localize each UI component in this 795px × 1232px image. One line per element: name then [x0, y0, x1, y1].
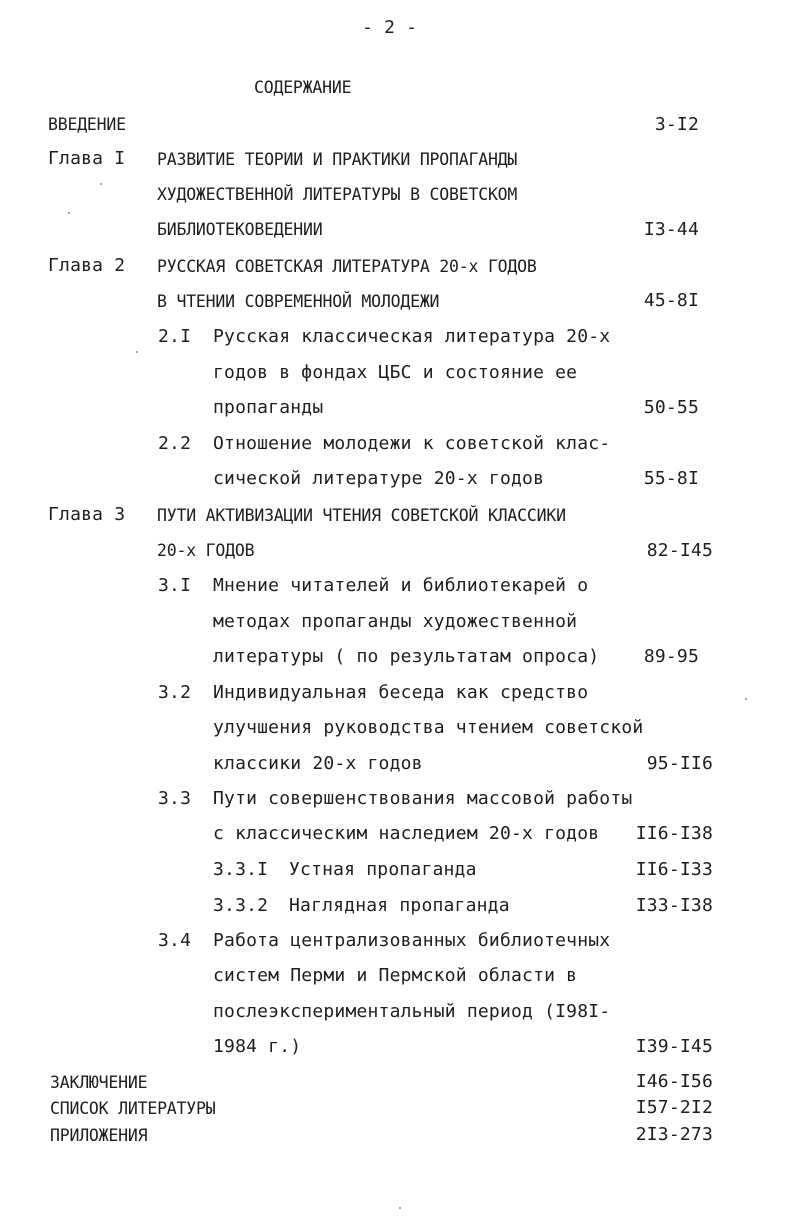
chapter-2-label: Глава 2 [48, 255, 126, 276]
section-3-4-number: 3.4 [158, 930, 192, 951]
section-3-3-line: Пути совершенствования массовой работы [213, 788, 633, 809]
chapter-1-title-line: БИБЛИОТЕКОВЕДЕНИИ [157, 220, 323, 239]
section-2-1-line: пропаганды [213, 397, 324, 418]
section-2-1-number: 2.I [158, 326, 192, 347]
chapter-3-title-line: 20-х ГОДОВ [157, 541, 255, 560]
section-2-1-pages: 50-55 [643, 397, 699, 418]
subsection-3-3-1-number: 3.3.I [213, 859, 269, 880]
scan-speck [100, 183, 102, 185]
section-3-3-number: 3.3 [158, 788, 192, 809]
section-3-2-line: улучшения руководства чтением советской [213, 717, 644, 738]
scan-speck [745, 698, 747, 700]
section-2-2-pages: 55-8I [643, 468, 699, 489]
appendices-pages: 2I3-273 [635, 1124, 713, 1145]
subsection-3-3-2-title: Наглядная пропаганда [289, 895, 510, 916]
chapter-3-pages: 82-I45 [646, 540, 713, 561]
section-3-1-pages: 89-95 [643, 646, 699, 667]
section-3-2-pages: 95-II6 [646, 753, 713, 774]
appendices-label: ПРИЛОЖЕНИЯ [50, 1126, 148, 1145]
chapter-1-title-line: ХУДОЖЕСТВЕННОЙ ЛИТЕРАТУРЫ В СОВЕТСКОМ [157, 185, 518, 204]
subsection-3-3-1-pages: II6-I33 [635, 859, 713, 880]
section-3-4-pages: I39-I45 [635, 1036, 713, 1057]
section-3-1-number: 3.I [158, 575, 192, 596]
subsection-3-3-2-number: 3.3.2 [213, 895, 269, 916]
section-3-3-pages: II6-I38 [635, 823, 713, 844]
chapter-2-title-line: РУССКАЯ СОВЕТСКАЯ ЛИТЕРАТУРА 20-х ГОДОВ [157, 257, 537, 276]
chapter-1-pages: I3-44 [643, 219, 699, 240]
section-2-2-line: сической литературе 20-х годов [213, 468, 545, 489]
section-3-4-line: систем Перми и Пермской области в [213, 965, 578, 986]
bibliography-pages: I57-2I2 [635, 1097, 713, 1118]
section-2-1-line: годов в фондах ЦБС и состояние ее [213, 362, 578, 383]
section-3-2-line: Индивидуальная беседа как средство [213, 682, 589, 703]
section-3-2-number: 3.2 [158, 682, 192, 703]
subsection-3-3-2-pages: I33-I38 [635, 895, 713, 916]
chapter-2-title-line: В ЧТЕНИИ СОВРЕМЕННОЙ МОЛОДЕЖИ [157, 292, 440, 311]
chapter-2-pages: 45-8I [643, 290, 699, 311]
chapter-3-title-line: ПУТИ АКТИВИЗАЦИИ ЧТЕНИЯ СОВЕТСКОЙ КЛАССИКИ [157, 506, 566, 525]
intro-pages: 3-I2 [654, 114, 699, 135]
conclusion-pages: I46-I56 [635, 1071, 713, 1092]
section-3-4-line: послеэкспериментальный период (I98I- [213, 1001, 611, 1022]
bibliography-label: СПИСОК ЛИТЕРАТУРЫ [50, 1099, 216, 1118]
section-3-3-line: с классическим наследием 20-х годов [213, 823, 600, 844]
section-3-1-line: литературы ( по результатам опроса) [213, 646, 600, 667]
section-2-2-number: 2.2 [158, 433, 192, 454]
section-3-1-line: Мнение читателей и библиотекарей о [213, 575, 589, 596]
conclusion-label: ЗАКЛЮЧЕНИЕ [50, 1073, 148, 1092]
subsection-3-3-1-title: Устная пропаганда [289, 859, 477, 880]
section-2-2-line: Отношение молодежи к советской клас- [213, 433, 611, 454]
intro-label: ВВЕДЕНИЕ [48, 115, 126, 134]
chapter-1-title-line: РАЗВИТИЕ ТЕОРИИ И ПРАКТИКИ ПРОПАГАНДЫ [157, 150, 518, 169]
scan-speck [136, 351, 138, 353]
section-3-4-line: 1984 г.) [213, 1036, 302, 1057]
section-3-4-line: Работа централизованных библиотечных [213, 930, 611, 951]
scan-speck [399, 1207, 401, 1209]
toc-title: СОДЕРЖАНИЕ [254, 78, 352, 97]
chapter-3-label: Глава 3 [48, 504, 126, 525]
section-3-2-line: классики 20-х годов [213, 753, 423, 774]
scan-speck [68, 212, 70, 214]
section-2-1-line: Русская классическая литература 20-х [213, 326, 611, 347]
page-number: - 2 - [362, 17, 418, 38]
chapter-1-label: Глава I [48, 148, 126, 169]
section-3-1-line: методах пропаганды художественной [213, 611, 578, 632]
